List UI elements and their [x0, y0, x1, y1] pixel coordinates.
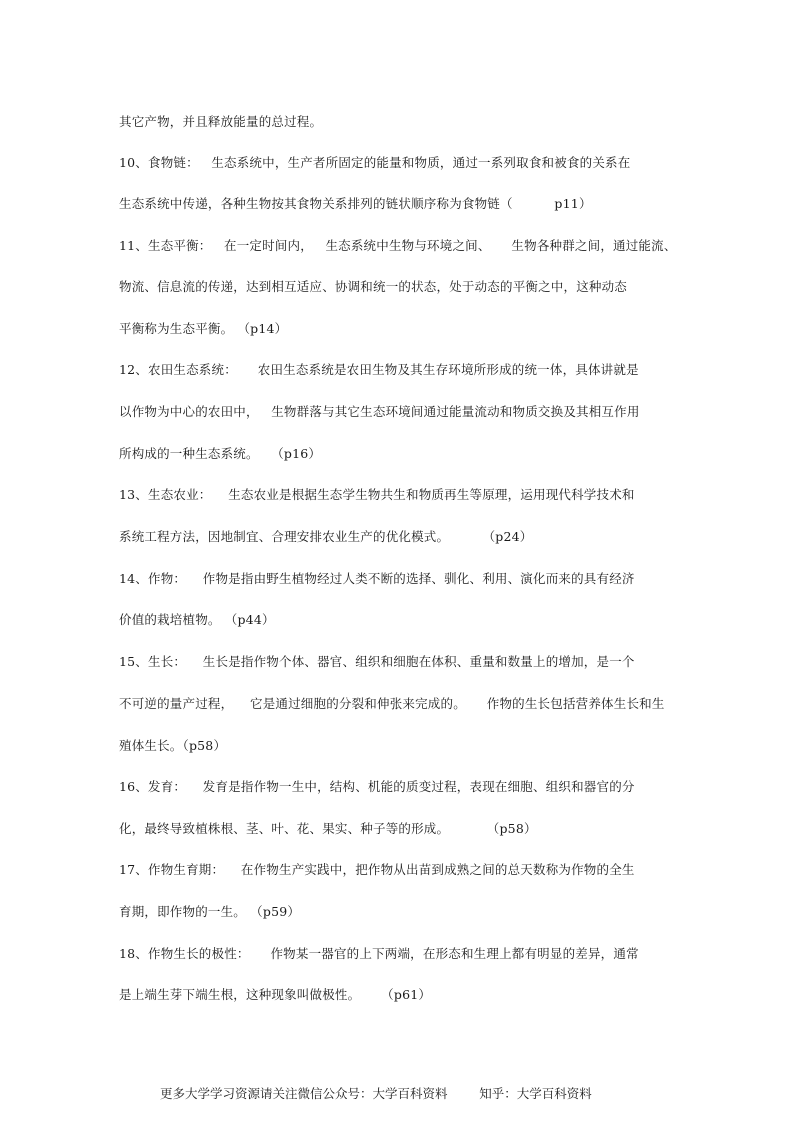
text-line: 殖体生长。（p58）: [119, 738, 227, 753]
text-line: 价值的栽培植物。 （p44）: [119, 612, 275, 627]
text-line: 18、作物生长的极性： 作物某一器官的上下两端，在形态和生理上都有明显的差异，通常: [119, 946, 639, 961]
text-line: 15、生长： 生长是指作物个体、器官、组织和细胞在体积、重量和数量上的增加，是一个: [119, 654, 635, 669]
text-line: 11、生态平衡： 在一定时间内， 生态系统中生物与环境之间、 生物各种群之间，通过能流、: [119, 238, 677, 253]
text-line: 13、生态农业： 生态农业是根据生态学生物共生和物质再生等原理，运用现代科学技术和: [119, 487, 635, 502]
text-line: 化，最终导致植株根、茎、叶、花、果实、种子等的形成。 （p58）: [119, 821, 537, 836]
text-line: 生态系统中传递，各种生物按其食物关系排列的链状顺序称为食物链（ p11）: [119, 196, 592, 211]
text-line: 不可逆的量产过程， 它是通过细胞的分裂和伸张来完成的。 作物的生长包括营养体生长和生: [119, 696, 665, 711]
text-line: 所构成的一种生态系统。 （p16）: [119, 446, 322, 461]
text-line: 其它产物，并且释放能量的总过程。: [119, 114, 323, 129]
text-line: 16、发育： 发育是指作物一生中，结构、机能的质变过程，表现在细胞、组织和器官的分: [119, 779, 635, 794]
text-line: 12、农田生态系统： 农田生态系统是农田生物及其生存环境所形成的统一体，具体讲就是: [119, 362, 639, 377]
text-line: 物流、信息流的传递，达到相互适应、协调和统一的状态，处于动态的平衡之中，这种动态: [119, 279, 628, 294]
text-line: 以作物为中心的农田中， 生物群落与其它生态环境间通过能量流动和物质交换及其相互作用: [119, 404, 640, 419]
text-line: 系统工程方法，因地制宜、合理安排农业生产的优化模式。 （p24）: [119, 529, 533, 544]
text-line: 是上端生芽下端生根，这种现象叫做极性。 （p61）: [119, 987, 432, 1002]
text-line: 平衡称为生态平衡。 （p14）: [119, 321, 288, 336]
text-line: 育期，即作物的一生。 （p59）: [119, 904, 301, 919]
text-line: 10、食物链： 生态系统中，生产者所固定的能量和物质，通过一系列取食和被食的关系在: [119, 155, 631, 170]
text-line: 17、作物生育期： 在作物生产实践中，把作物从出苗到成熟之间的总天数称为作物的全生: [119, 862, 635, 877]
page-footer: 更多大学学习资源请关注微信公众号：大学百科资料 知乎：大学百科资料: [160, 1086, 592, 1101]
text-line: 14、作物： 作物是指由野生植物经过人类不断的选择、驯化、利用、演化而来的具有经济: [119, 571, 635, 586]
